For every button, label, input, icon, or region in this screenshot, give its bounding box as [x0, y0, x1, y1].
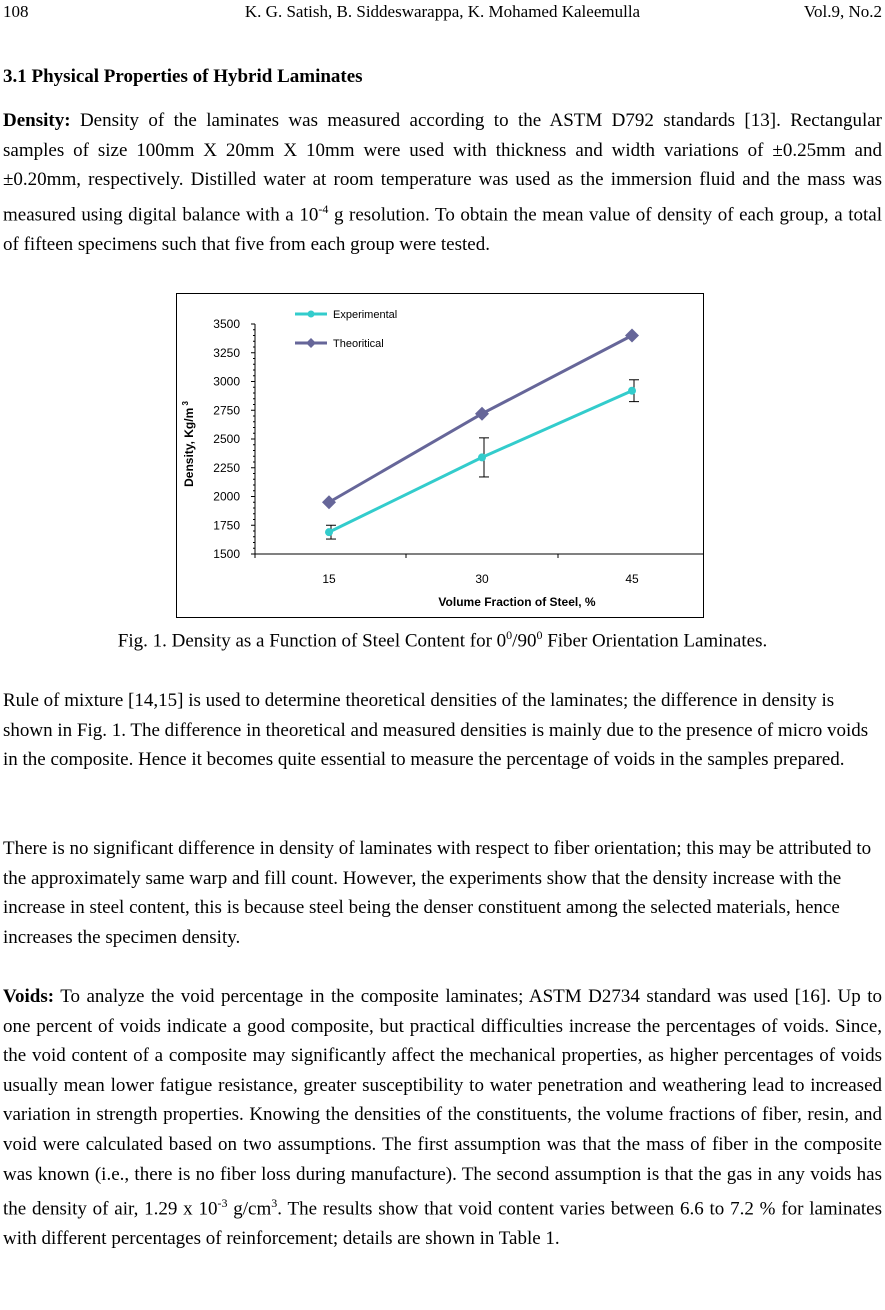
density-text-b: g resolution. To obtain the mean value of density of each group, a total of fifteen specimens such that five from each group were tested.	[3, 204, 882, 255]
density-chart	[177, 294, 703, 617]
voids-sup-1: -3	[217, 1196, 228, 1211]
voids-text-a: To analyze the void percentage in the composite laminates; ASTM D2734 standard was used [16]. Up to one percent of voids indicate a good composite, but practical difficulties increase the percentages of voids. Since, the void content of a composite may significantly affect the mechanical properties, as higher percentages of voids usually mean lower fatigue resistance, greater susceptibility to water penetration and weathering lead to increased variation in strength properties. Knowing the densities of the constituents, the volume fractions of fiber, resin, and void were calculated based on two assumptions. The first assumption was that the mass of fiber in the composite was known (i.e., there is no fiber loss during manufacture). The second assumption is that the gas in any voids has the density of air, 1.29 x 10	[3, 986, 882, 1220]
density-paragraph	[3, 106, 882, 259]
y-tick-label: 1750	[213, 518, 240, 533]
data-point-experimental	[628, 387, 636, 395]
section-title: 3.1 Physical Properties of Hybrid Laminates	[3, 66, 363, 87]
y-tick-label: 3000	[213, 374, 240, 389]
header-volume: Vol.9, No.2	[803, 2, 882, 21]
y-axis-title-sup: 3	[181, 401, 190, 408]
running-header	[0, 2, 885, 24]
voids-paragraph	[3, 982, 882, 1254]
y-tick-label: 2250	[213, 460, 240, 475]
y-tick-label: 2000	[213, 489, 240, 504]
legend-label: Theoritical	[333, 338, 384, 350]
rule-of-mixture-paragraph: Rule of mixture [14,15] is used to determine theoretical densities of the laminates; the difference in density is shown in Fig. 1. The difference in theoretical and measured densities is mainly due to the presence of micro voids in the composite. Hence it becomes quite essential to measure the percentage of voids in the samples prepared.	[3, 690, 869, 771]
x-tick-label: 15	[322, 572, 336, 586]
voids-text-c: . The results show that void content varies between 6.6 to 7.2 % for laminates with different percentages of reinforcement; details are shown in Table 1.	[3, 1198, 883, 1250]
figure-caption: Fig. 1. Density as a Function of Steel Content for $0^0/90^0$ Fiber Orientation Laminates.	[117, 628, 768, 652]
data-point-theoritical	[625, 329, 639, 343]
y-axis-title: Density, Kg/m $^3$	[181, 401, 196, 487]
density-sup: -4	[318, 201, 329, 216]
density-text-a: Density of the laminates was measured according to the ASTM D792 standards [13]. Rectangular samples of size 100mm X 20mm X 10mm were used with thickness and width variations of ±0.25mm and ±0.20mm, respectively. Distilled water at room temperature was used as the immersion fluid and the mass was measured using digital balance with a 10	[3, 110, 882, 226]
figure-density-chart	[176, 293, 704, 618]
data-point-experimental	[478, 453, 486, 461]
data-point-experimental	[325, 528, 333, 536]
y-tick-label: 2750	[213, 403, 240, 418]
data-point-theoritical	[475, 407, 489, 421]
y-tick-label: 2500	[213, 432, 240, 446]
legend-marker	[308, 311, 315, 318]
x-tick-label: 45	[625, 572, 639, 586]
voids-text-b: g/cm	[227, 1198, 272, 1220]
page-number: 108	[3, 2, 29, 21]
y-tick-label: 3250	[213, 345, 240, 360]
data-point-theoritical	[322, 495, 336, 509]
x-axis-title: Volume Fraction of Steel, %	[438, 595, 596, 609]
voids-sup-2: 3	[271, 1196, 278, 1211]
legend-label: Experimental	[333, 309, 398, 321]
density-lead: Density:	[3, 110, 71, 131]
header-authors: K. G. Satish, B. Siddeswarappa, K. Mohamed Kaleemulla	[244, 2, 641, 21]
y-tick-label: 3500	[213, 317, 240, 331]
no-difference-paragraph: There is no significant difference in density of laminates with respect to fiber orientation; this may be attributed to the approximately same warp and fill count. However, the experiments show that the density increase with the increase in steel content, this is because steel being the denser constituent among the selected materials, hence increases the specimen density.	[3, 838, 872, 948]
y-tick-label: 1500	[213, 547, 240, 561]
voids-lead: Voids:	[3, 986, 55, 1007]
x-tick-label: 30	[475, 572, 489, 586]
legend-marker	[306, 338, 316, 348]
